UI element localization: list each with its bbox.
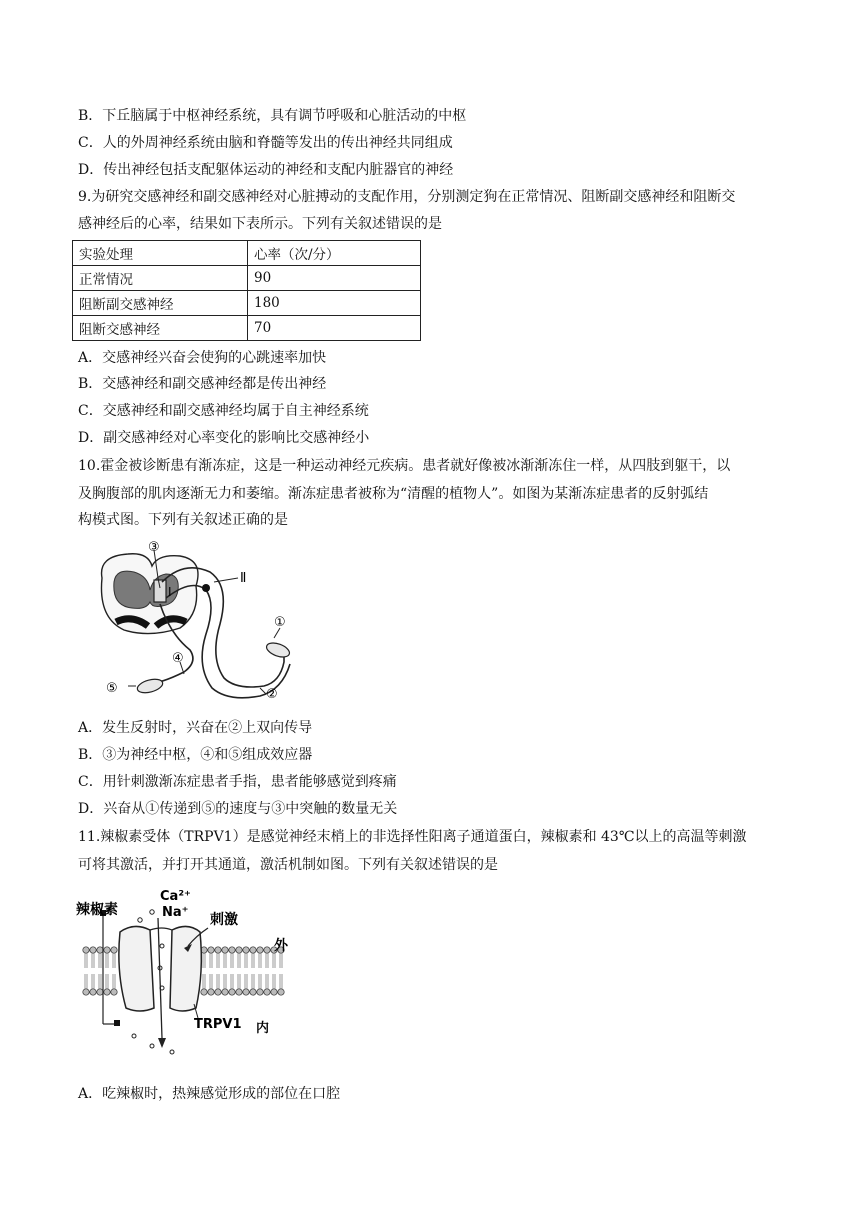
q8-option-b: B．下丘脑属于中枢神经系统，具有调节呼吸和心脏活动的中枢	[78, 108, 467, 124]
q9-option-c: C．交感神经和副交感神经均属于自主神经系统	[78, 403, 369, 419]
q8-option-c: C．人的外周神经系统由脑和脊髓等发出的传出神经共同组成	[78, 135, 453, 151]
figure-label-3: ③	[148, 540, 160, 555]
q10-stem-line2: 及胸腹部的肌肉逐渐无力和萎缩。渐冻症患者被称为“清醒的植物人”。如图为某渐冻症患者的反射弧结	[78, 486, 709, 502]
label-trpv1: TRPV1	[194, 1017, 242, 1032]
table-header-row	[73, 241, 421, 266]
q10-stem-line1: 10.霍金被诊断患有渐冻症，这是一种运动神经元疾病。患者就好像被冰渐渐冻住一样，从四肢到躯干，以	[78, 458, 731, 474]
figure-label-4: ④	[172, 651, 184, 666]
q9-data-table	[72, 240, 421, 341]
table-row	[73, 316, 421, 341]
table-cell: 阻断交感神经	[73, 316, 248, 341]
q11-stem-line2: 可将其激活，并打开其通道，激活机制如图。下列有关叙述错误的是	[78, 857, 498, 873]
reflex-arc-figure	[88, 538, 308, 706]
table-cell: 90	[248, 266, 421, 291]
label-ca-ion: Ca²⁺	[160, 889, 191, 904]
table-cell: 正常情况	[73, 266, 248, 291]
q9-option-d: D．副交感神经对心率变化的影响比交感神经小	[78, 430, 370, 446]
q9-stem-line2: 感神经后的心率，结果如下表所示。下列有关叙述错误的是	[78, 216, 442, 232]
label-capsaicin: 辣椒素	[76, 902, 118, 918]
table-header-cell: 实验处理	[73, 241, 248, 266]
q11-option-a: A．吃辣椒时，热辣感觉形成的部位在口腔	[78, 1086, 341, 1102]
figure-label-1: ①	[274, 615, 286, 630]
figure-label-II: Ⅱ	[240, 571, 247, 586]
q9-stem-line1: 9.为研究交感神经和副交感神经对心脏搏动的支配作用，分别测定狗在正常情况、阻断副交感神经和阻断交	[78, 189, 736, 205]
label-stimulus: 刺激	[210, 912, 238, 928]
table-cell: 70	[248, 316, 421, 341]
q10-option-d: D．兴奋从①传递到⑤的速度与③中突触的数量无关	[78, 801, 398, 817]
label-na-ion: Na⁺	[162, 905, 189, 920]
q10-option-c: C．用针刺激渐冻症患者手指，患者能够感觉到疼痛	[78, 774, 397, 790]
q10-option-a: A．发生反射时，兴奋在②上双向传导	[78, 720, 313, 736]
q10-stem-line3: 构模式图。下列有关叙述正确的是	[78, 512, 288, 528]
label-outside: 外	[274, 938, 288, 954]
table-row	[73, 266, 421, 291]
figure-label-2: ②	[266, 687, 278, 702]
table-cell: 阻断副交感神经	[73, 291, 248, 316]
figure-label-I: Ⅰ	[168, 585, 172, 599]
q9-option-b: B．交感神经和副交感神经都是传出神经	[78, 376, 327, 392]
table-cell: 180	[248, 291, 421, 316]
figure-label-5: ⑤	[106, 681, 118, 696]
q8-option-d: D．传出神经包括支配躯体运动的神经和支配内脏器官的神经	[78, 162, 454, 178]
table-row	[73, 291, 421, 316]
q10-option-b: B．③为神经中枢，④和⑤组成效应器	[78, 747, 313, 763]
label-inside: 内	[256, 1021, 270, 1036]
q11-stem-line1: 11.辣椒素受体（TRPV1）是感觉神经末梢上的非选择性阳离子通道蛋白，辣椒素和 43℃以上的高温等刺激	[78, 829, 747, 845]
trpv1-figure	[76, 888, 296, 1060]
table-header-cell: 心率（次/分）	[248, 241, 421, 266]
q9-option-a: A．交感神经兴奋会使狗的心跳速率加快	[78, 350, 327, 366]
